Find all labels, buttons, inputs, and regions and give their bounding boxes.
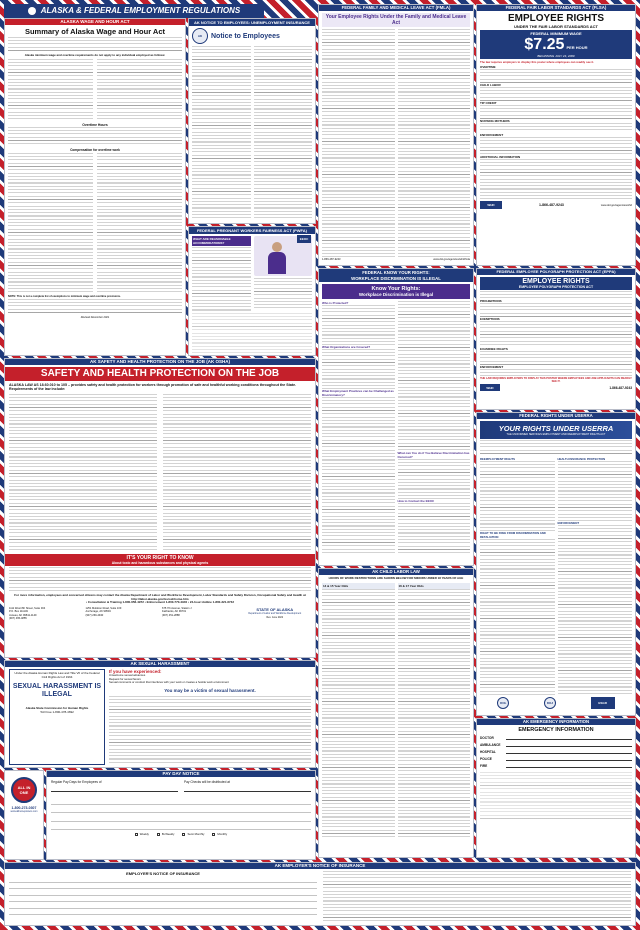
- userra-subtitle: THE UNIFORMED SERVICES EMPLOYMENT AND REEMPLOYMENT RIGHTS ACT: [506, 433, 606, 436]
- flsa-bar: FEDERAL FAIR LABOR STANDARDS ACT (FLSA): [477, 5, 635, 11]
- comp-title: Compensation for overtime work: [70, 147, 120, 152]
- harassment-phone: Toll Free 1-800-478-4692: [40, 709, 74, 714]
- harassment-commission: Alaska State Commission for Human Rights: [25, 705, 89, 710]
- emergency-panel: [476, 718, 636, 858]
- payday-label-location: Pay Checks will be distributed at: [184, 780, 230, 784]
- payday-label-employer: Regular Pay Days for Employees of: [51, 780, 102, 784]
- eppa-phone: 1-866-487-9243: [609, 385, 632, 390]
- flsa-web[interactable]: www.dol.gov/agencies/whd: [600, 203, 632, 207]
- osha-state-logo: STATE OF ALASKA: [256, 607, 294, 613]
- osha-panel: [4, 358, 316, 658]
- wage-hour-bar: ALASKA WAGE AND HOUR ACT: [5, 19, 185, 25]
- osha-office-fairbanks: 675 7th Avenue, Station J Fairbanks, AK 99701 (907) 451-2888: [162, 607, 192, 617]
- eppa-note: THE LAW REQUIRES EMPLOYERS TO DISPLAY THIS POSTER WHERE EMPLOYEES AND JOB APPLICANTS CAN READILY SEE IT.: [480, 377, 632, 383]
- harassment-item-conduct: Sexual comments or conduct that interferes with your work or creates a hostile work environment: [109, 680, 229, 685]
- flsa-section-nursing: NURSING MOTHERS: [480, 119, 510, 123]
- eppa-bar: FEDERAL EMPLOYEE POLYGRAPH PROTECTION ACT (EPPA): [477, 269, 635, 275]
- flsa-section-additional: ADDITIONAL INFORMATION: [480, 155, 521, 159]
- harassment-item-advances: Unwelcome sexual advances: [109, 673, 146, 677]
- child-labor-panel: [318, 568, 474, 858]
- emergency-bar: AK EMERGENCY INFORMATION: [477, 719, 635, 725]
- kyr-section-covered: What Organizations are Covered?: [322, 345, 371, 349]
- emergency-title: EMERGENCY INFORMATION: [518, 727, 594, 733]
- kyr-section-practices: What Employment Practices can be Challenged as Discriminatory?: [322, 389, 394, 397]
- emergency-label-ambulance: AMBULANCE: [480, 743, 501, 747]
- eppa-section-enforcement: ENFORCEMENT: [480, 365, 504, 369]
- payday-blank-lines: [51, 796, 311, 830]
- poster-header: [4, 4, 264, 18]
- doj-seal-icon: DOJ: [544, 697, 556, 709]
- userra-section-reemployment: REEMPLOYMENT RIGHTS: [480, 457, 515, 461]
- flsa-min-label: FEDERAL MINIMUM WAGE: [530, 31, 582, 36]
- brand-logo-icon: [11, 777, 37, 803]
- payday-option-semimonthly-label: Semi Monthly: [187, 832, 205, 836]
- emergency-field-hospital[interactable]: [480, 750, 632, 754]
- overtime-title: Overtime Hours: [82, 122, 108, 127]
- pwfa-bar: FEDERAL PREGNANT WORKERS FAIRNESS ACT (PWFA): [189, 227, 315, 234]
- flsa-title: EMPLOYEE RIGHTS: [507, 13, 605, 24]
- flsa-section-enforcement: ENFORCEMENT: [480, 133, 504, 137]
- dol-seal-icon: DOL: [497, 697, 509, 709]
- harassment-panel: [4, 660, 316, 768]
- emergency-label-hospital: HOSPITAL: [480, 750, 496, 754]
- whd-logo-icon: WHD: [480, 201, 502, 209]
- child-labor-title: HOURS OF WORK RESTRICTIONS ARE SHOWN BELOW FOR MINORS UNDER 18 YEARS OF AGE: [328, 576, 464, 580]
- userra-banner: [480, 421, 632, 439]
- osha-right-bar: IT'S YOUR RIGHT TO KNOW: [126, 554, 194, 561]
- osha-revised: Rev. June 2022: [266, 616, 284, 620]
- harassment-lead: Under the Alaska Human Rights Law and Title VII of the Federal Civil Rights Act of 1964: [14, 671, 100, 679]
- harassment-bar: AK SEXUAL HARASSMENT: [5, 661, 315, 667]
- know-rights-subtitle: Workplace Discrimination is Illegal: [358, 292, 434, 297]
- fmla-panel: [318, 4, 474, 266]
- payday-employer-field[interactable]: [51, 784, 178, 792]
- payday-location-field[interactable]: [184, 784, 311, 792]
- know-rights-panel: [318, 268, 474, 566]
- know-rights-bar-line1: FEDERAL KNOW YOUR RIGHTS:: [362, 270, 430, 275]
- osha-bar: AK SAFETY AND HEALTH PROTECTION ON THE JOB (AK OSHA): [5, 359, 315, 365]
- wage-note: NOTE: This is not a complete list of exemptions to minimum wage and overtime provisions.: [8, 294, 121, 298]
- emergency-label-fire: FIRE: [480, 764, 488, 768]
- esgr-logo-icon: ESGR: [591, 697, 615, 709]
- checkbox-icon: [135, 833, 138, 836]
- wage-hour-title: Summary of Alaska Wage and Hour Act: [24, 27, 166, 36]
- insurance-panel: [4, 862, 636, 926]
- child-labor-bar: AK CHILD LABOR LAW: [319, 569, 473, 575]
- pwfa-panel: [188, 226, 316, 356]
- emergency-label-police: POLICE: [480, 757, 492, 761]
- flsa-section-child: CHILD LABOR: [480, 83, 501, 87]
- know-rights-bar-line2: WORKPLACE DISCRIMINATION IS ILLEGAL: [351, 275, 441, 281]
- brand-block: [4, 770, 44, 860]
- osha-state-dept: Department of Labor and Workforce Development: [248, 612, 302, 616]
- emergency-field-fire[interactable]: [480, 764, 632, 768]
- eppa-title: EMPLOYEE RIGHTS: [522, 278, 590, 285]
- osha-office-anchorage: 1251 Muldoon Road, Suite 109 Anchorage, AK 99504 (907) 269-4940: [85, 607, 122, 617]
- harassment-item-favors: Request for sexual favors: [109, 676, 141, 681]
- osha-office-juneau: 1111 West 8th Street, Suite 304 P.O. Box 111149 Juneau, AK 99811-1149 (907) 465-4855: [9, 607, 46, 620]
- flsa-date: BEGINNING JULY 24, 2009: [537, 54, 575, 58]
- emergency-field-doctor[interactable]: [480, 736, 632, 740]
- userra-section-discrimination: RIGHT TO BE FREE FROM DISCRIMINATION AND RETALIATION: [480, 531, 546, 539]
- flsa-note: The law requires employers to display this poster where employees can readily see it.: [480, 60, 594, 64]
- userra-section-health: HEALTH INSURANCE PROTECTION: [557, 457, 606, 461]
- userra-title: YOUR RIGHTS UNDER USERRA: [498, 424, 614, 433]
- fmla-bar: FEDERAL FAMILY AND MEDICAL LEAVE ACT (FMLA): [319, 5, 473, 11]
- payday-option-monthly[interactable]: [212, 833, 227, 837]
- flsa-section-overtime: OVERTIME: [480, 65, 496, 69]
- payday-panel: [46, 770, 316, 860]
- osha-contact-lines: • Consultation & Training 1-800-656-4972 • Enforcement 1-800-770-4940 • 24-hour Hotline 1-800-321-6742: [85, 600, 235, 605]
- emergency-label-doctor: DOCTOR: [480, 736, 494, 740]
- kyr-section-protected: Who is Protected?: [322, 301, 349, 305]
- eeoc-logo-icon: EEOC: [297, 235, 311, 243]
- know-rights-bar: [319, 269, 473, 282]
- flsa-section-tip: TIP CREDIT: [480, 101, 497, 105]
- osha-lead: ALASKA LAW AS 18.60.010 to 105 – provides safety and health protection for workers through promotion of safe and healthful working conditions throughout the State. Requirements of the law include:: [9, 383, 297, 392]
- harassment-suffered: If you have experienced:: [109, 669, 162, 674]
- eppa-section-exemptions: EXEMPTIONS: [480, 317, 500, 321]
- flsa-phone: 1-866-487-9243: [538, 203, 564, 207]
- notice-employees-title: Notice to Employees: [211, 32, 280, 40]
- fmla-title: Your Employee Rights Under the Family and Medical Leave Act: [322, 13, 470, 27]
- payday-option-monthly-label: Monthly: [217, 832, 228, 836]
- osha-right-sub: About toxic and hazardous substances and physical agents: [111, 560, 209, 565]
- fmla-web[interactable]: www.dol.gov/agencies/whd/fmla: [433, 258, 470, 261]
- eppa-subtitle: EMPLOYEE POLYGRAPH PROTECTION ACT: [518, 285, 594, 289]
- checkbox-icon: [212, 833, 215, 836]
- wage-revised: Revised December 2021: [80, 315, 110, 319]
- poster-title: ALASKA & FEDERAL EMPLOYMENT REGULATIONS: [40, 6, 241, 15]
- insurance-title: EMPLOYER'S NOTICE OF INSURANCE: [126, 871, 200, 876]
- insurance-form-lines[interactable]: [9, 876, 317, 921]
- kyr-section-contact: How to Contact the EEOC: [397, 499, 435, 503]
- payday-option-biweekly-label: Bi-Weekly: [161, 832, 175, 836]
- brand-web[interactable]: www.allinoneposters.com: [10, 810, 38, 813]
- child-labor-age2: 16 & 17 Year Olds: [398, 583, 471, 589]
- flsa-subtitle: UNDER THE FAIR LABOR STANDARDS ACT: [514, 24, 598, 29]
- harassment-title: SEXUAL HARASSMENT IS ILLEGAL: [12, 682, 102, 698]
- notice-employees-panel: [188, 18, 316, 224]
- child-labor-age1: 14 & 15 Year Olds: [322, 583, 395, 589]
- eppa-section-prohibitions: PROHIBITIONS: [480, 299, 502, 303]
- emergency-field-police[interactable]: [480, 757, 632, 761]
- userra-section-enforcement: ENFORCEMENT: [557, 521, 580, 525]
- wage-hour-panel: [4, 18, 186, 356]
- osha-contact: For more information, employees and concerned citizens may contact the Alaska Department of Labor and Workforce Development, Labor Standards and Safety Division, Occupational Safety and Health at http://labor.alaska.gov/lss/oshhome.htm: [14, 592, 306, 601]
- userra-bar: FEDERAL RIGHTS UNDER USERRA: [477, 413, 635, 419]
- whd-logo-icon: WHD: [480, 384, 500, 391]
- eppa-section-examinee: EXAMINEE RIGHTS: [480, 347, 508, 351]
- flsa-panel: [476, 4, 636, 266]
- payday-option-semimonthly[interactable]: [182, 833, 204, 837]
- checkbox-icon: [182, 833, 185, 836]
- userra-panel: [476, 412, 636, 716]
- kyr-section-what-do: What can You do if You Believe Discrimination has Occurred?: [397, 451, 470, 459]
- emergency-field-ambulance[interactable]: [480, 743, 632, 747]
- header-seal-icon: [28, 7, 36, 15]
- payday-option-weekly-label: Weekly: [139, 832, 149, 836]
- notice-employees-bar: AK NOTICE TO EMPLOYEES: UNEMPLOYMENT INSURANCE: [189, 19, 315, 26]
- brand-phone: 1-800-273-0307: [11, 806, 37, 810]
- harassment-victim: You may be a victim of sexual harassment.: [164, 687, 256, 693]
- osha-title: SAFETY AND HEALTH PROTECTION ON THE JOB: [5, 367, 315, 381]
- pwfa-what-label: WHAT ARE REASONABLE ACCOMMODATIONS?: [192, 236, 251, 246]
- eppa-panel: [476, 268, 636, 410]
- wage-exempt-intro: Alaska minimum wage and overtime requirements do not apply to any individual employed as follows:: [24, 53, 166, 57]
- alaska-seal-icon: AK: [192, 28, 208, 44]
- payday-bar: PAY DAY NOTICE: [47, 771, 315, 777]
- payday-option-weekly[interactable]: [135, 833, 149, 837]
- flsa-wage: $7.25: [524, 36, 565, 53]
- payday-option-biweekly[interactable]: [157, 833, 175, 837]
- brand-name: ALL IN ONE: [17, 785, 31, 795]
- checkbox-icon: [157, 833, 160, 836]
- flsa-per: PER HOUR: [566, 45, 588, 50]
- know-rights-title: Know Your Rights:: [371, 286, 421, 292]
- fmla-phone: 1-866-487-9243: [322, 258, 341, 261]
- insurance-bar: AK EMPLOYER'S NOTICE OF INSURANCE: [5, 863, 635, 869]
